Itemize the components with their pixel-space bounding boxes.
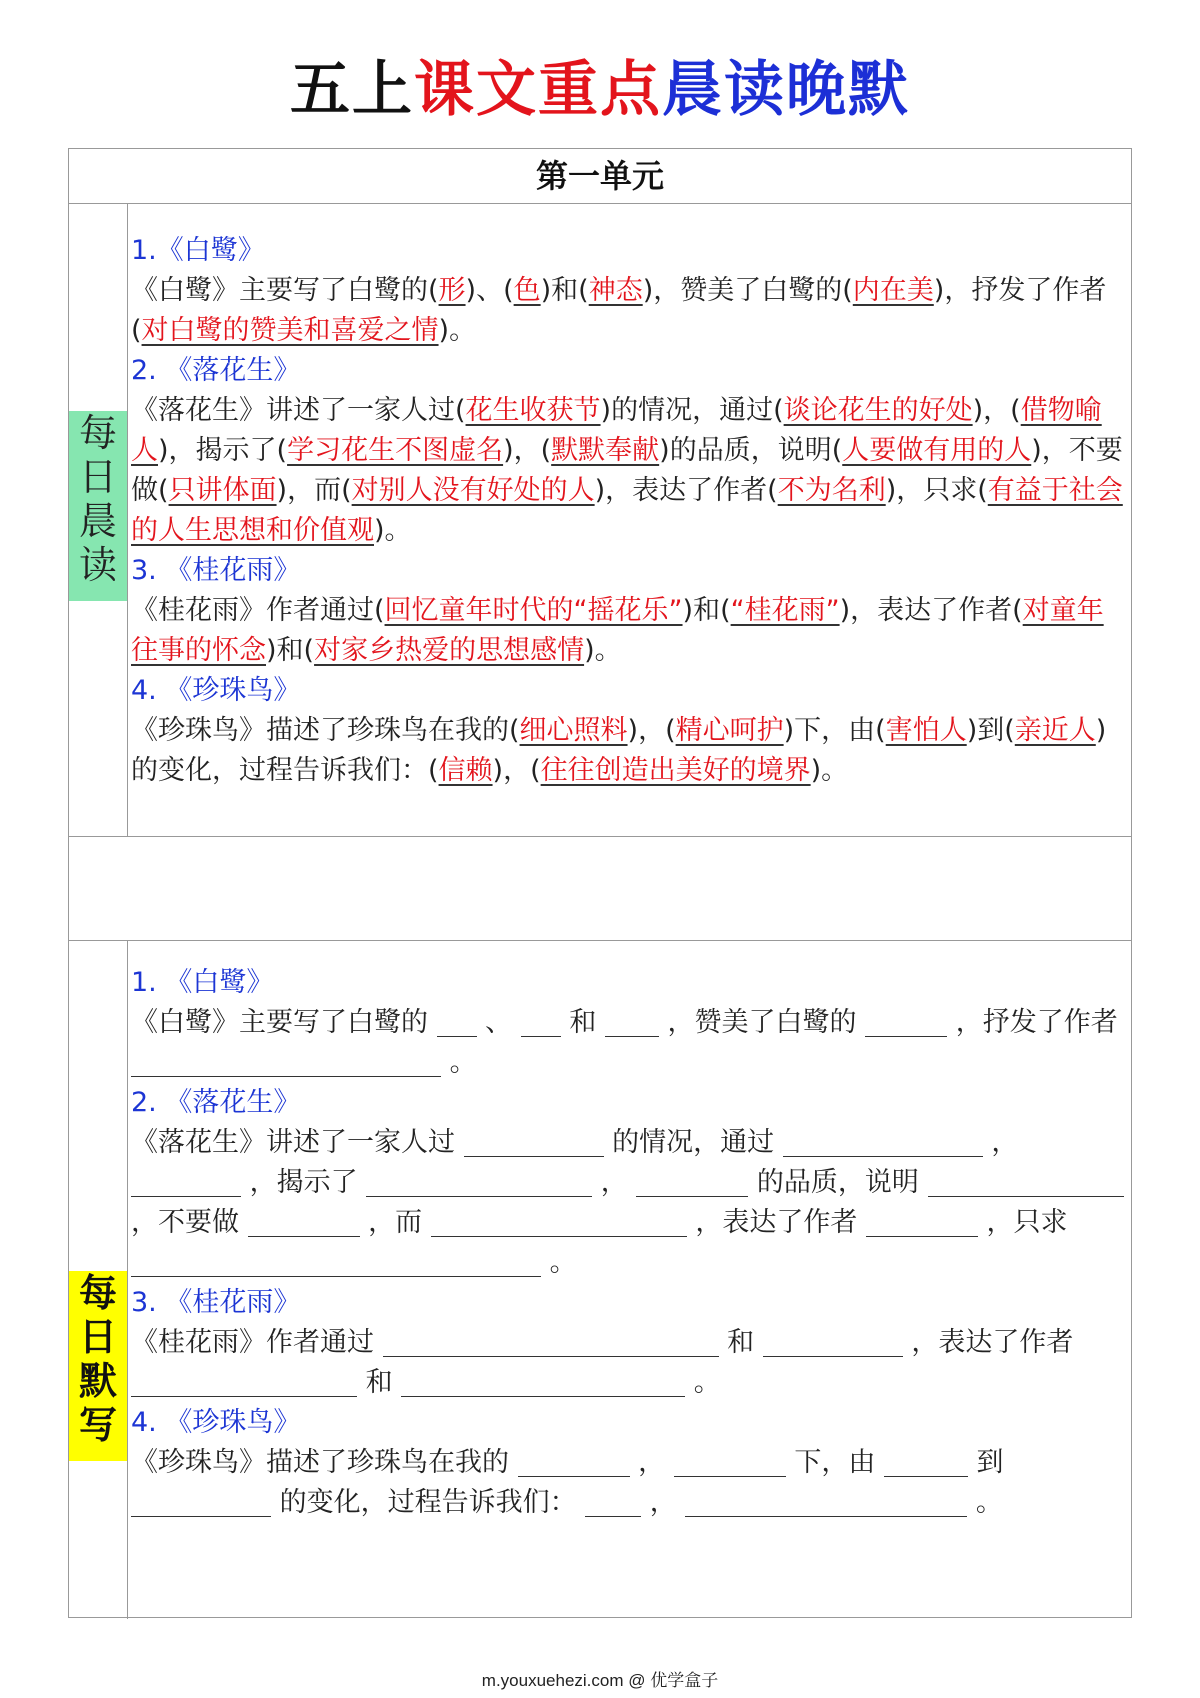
text-segment: 《珍珠鸟》描述了珍珠鸟在我的 [131,1447,518,1478]
text-segment: )到( [966,715,1015,746]
text-segment: 和 [718,1327,763,1358]
lesson-summary [131,591,1125,671]
text-segment: ，揭示了 [241,1167,367,1198]
text-segment: )，( [492,755,541,786]
text-segment: )，( [972,395,1021,426]
fill-in-blank[interactable] [366,1166,592,1197]
spacer-row [69,837,1131,941]
lesson-heading [131,231,1125,271]
fill-in-blank[interactable] [401,1366,685,1397]
text-segment: )和( [266,635,315,666]
answer-key: 色 [513,275,541,306]
label-char: 读 [78,543,117,587]
fill-in-blank[interactable] [865,1006,947,1037]
lesson-title: 4. 《珍珠鸟》 [131,1407,301,1438]
answer-key: 人要做有用的人 [842,435,1032,466]
text-segment: )，( [627,715,676,746]
fill-in-blank[interactable] [131,1246,541,1277]
label-char: 日 [78,1314,117,1359]
text-segment: ，而 [359,1207,431,1238]
text-segment: )，抒发了作者( [131,275,1107,346]
evening-dictation-content [131,963,1125,1523]
lesson-title: 2. 《落花生》 [131,355,301,386]
side-divider [127,941,128,1619]
morning-reading-content [131,231,1125,791]
morning-reading-label [69,411,127,601]
lesson-summary [131,271,1125,351]
text-segment: 《桂花雨》作者通过 [131,1327,383,1358]
text-segment: )，不要做( [131,435,1123,506]
text-segment: )，而( [276,475,352,506]
answer-key: 内在美 [852,275,934,306]
text-segment: )，只求( [885,475,988,506]
answer-key: 有益于社会的人生思想和价值观 [131,475,1123,546]
text-segment: )，赞美了白鹭的( [642,275,853,306]
text-segment: 《落花生》讲述了一家人过( [131,395,466,426]
text-segment: 的情况，通过 [603,1127,783,1158]
text-segment: ，表达了作者 [686,1207,866,1238]
morning-reading-section [69,203,1131,837]
text-segment: 下，由 [785,1447,884,1478]
text-segment: )，( [503,435,552,466]
title-topic: 课文重点 [414,55,662,125]
lesson-title: 1.《白鹭》 [131,235,265,266]
answer-key: 不为名利 [777,475,886,506]
lesson-title: 3. 《桂花雨》 [131,555,301,586]
fill-in-blank[interactable] [674,1446,786,1477]
fill-in-blank[interactable] [131,1166,241,1197]
lesson-title: 4. 《珍珠鸟》 [131,675,301,706]
evening-dictation-label [69,1271,127,1461]
text-segment: )。 [810,755,849,786]
text-segment: )和( [682,595,731,626]
page-title [0,50,1200,130]
lesson-heading [131,671,1125,711]
text-segment: 《落花生》讲述了一家人过 [131,1127,464,1158]
text-segment: 。 [441,1047,477,1078]
unit-heading: 第一单元 [69,149,1131,204]
fill-in-blank[interactable] [605,1006,659,1037]
lesson-heading [131,1403,1125,1443]
lesson-heading [131,351,1125,391]
lesson-summary [131,1123,1125,1283]
text-segment: 《桂花雨》作者通过( [131,595,385,626]
answer-key: 信赖 [438,755,493,786]
lesson-summary [131,711,1125,791]
evening-dictation-section [69,941,1131,1619]
text-segment: 的变化，过程告诉我们： [271,1487,586,1518]
text-segment: ，赞美了白鹭的 [658,1007,866,1038]
label-char: 日 [78,455,117,499]
answer-key: 只讲体面 [168,475,277,506]
fill-in-blank[interactable] [248,1206,360,1237]
fill-in-blank[interactable] [685,1486,967,1517]
label-char: 默 [78,1358,117,1403]
text-segment: ， [592,1167,637,1198]
answer-key: 亲近人 [1014,715,1096,746]
text-segment: )，表达了作者( [594,475,778,506]
answer-key: 花生收获节 [465,395,601,426]
lesson-heading [131,551,1125,591]
text-segment: ，表达了作者 [902,1327,1074,1358]
lesson-summary [131,1323,1125,1403]
text-segment: ， [982,1127,1019,1158]
fill-in-blank[interactable] [437,1006,477,1037]
fill-in-blank[interactable] [518,1446,630,1477]
fill-in-blank[interactable] [383,1326,719,1357]
fill-in-blank[interactable] [884,1446,968,1477]
worksheet-table [68,148,1132,1618]
lesson-summary [131,1443,1125,1523]
fill-in-blank[interactable] [585,1486,641,1517]
answer-key: 神态 [588,275,643,306]
text-segment: )。 [438,315,477,346]
label-char: 晨 [78,499,117,543]
text-segment: 到 [967,1447,1004,1478]
title-method: 晨读晚默 [662,55,910,125]
text-segment: ，抒发了作者 [947,1007,1118,1038]
text-segment: )和( [540,275,589,306]
answer-key: 谈论花生的好处 [783,395,973,426]
text-segment: )。 [374,515,412,546]
fill-in-blank[interactable] [431,1206,687,1237]
answer-key: 对童年往事的怀念 [131,595,1104,666]
label-char: 写 [78,1402,117,1447]
lesson-title: 2. 《落花生》 [131,1087,301,1118]
text-segment: 。 [541,1247,577,1278]
lesson-title: 3. 《桂花雨》 [131,1287,301,1318]
text-segment: )下，由( [783,715,886,746]
text-segment: 。 [685,1367,721,1398]
lesson-summary [131,391,1125,551]
fill-in-blank[interactable] [131,1366,357,1397]
fill-in-blank[interactable] [131,1046,441,1077]
answer-key: 精心呵护 [675,715,784,746]
text-segment: ， [641,1487,686,1518]
text-segment: )，表达了作者( [839,595,1023,626]
fill-in-blank[interactable] [636,1166,748,1197]
fill-in-blank[interactable] [866,1206,978,1237]
answer-key: 往往创造出美好的境界 [540,755,811,786]
text-segment: 《白鹭》主要写了白鹭的( [131,275,439,306]
text-segment: 《白鹭》主要写了白鹭的 [131,1007,437,1038]
text-segment: ，不要做 [131,1207,248,1238]
text-segment: )，揭示了( [158,435,288,466]
label-char: 每 [78,1270,117,1315]
text-segment: )。 [584,635,622,666]
answer-key: 学习花生不图虚名 [287,435,504,466]
text-segment: 和 [560,1007,605,1038]
fill-in-blank[interactable] [464,1126,604,1157]
lesson-heading [131,1083,1125,1123]
label-char: 每 [78,411,117,455]
fill-in-blank[interactable] [783,1126,983,1157]
answer-key: 对白鹭的赞美和喜爱之情 [141,315,439,346]
text-segment: )的变化，过程告诉我们：( [131,715,1107,786]
text-segment: 的品质，说明 [748,1167,928,1198]
text-segment: 。 [967,1487,1003,1518]
answer-key: 回忆童年时代的“摇花乐” [384,595,683,626]
text-segment: )的情况，通过( [600,395,784,426]
text-segment: 、 [476,1007,521,1038]
answer-key: 对别人没有好处的人 [351,475,595,506]
lesson-title: 1. 《白鹭》 [131,967,274,998]
text-segment: 和 [357,1367,402,1398]
answer-key: 默默奉献 [551,435,660,466]
answer-key: 形 [438,275,466,306]
title-grade: 五上 [290,55,414,125]
fill-in-blank[interactable] [521,1006,561,1037]
side-divider [127,203,128,836]
fill-in-blank[interactable] [131,1486,271,1517]
answer-key: 害怕人 [885,715,967,746]
fill-in-blank[interactable] [928,1166,1124,1197]
footer-source: m.youxuehezi.com @ 优学盒子 [481,1671,719,1690]
answer-key: 细心照料 [519,715,628,746]
answer-key: “桂花雨” [730,595,840,626]
lesson-summary [131,1003,1125,1083]
text-segment: 《珍珠鸟》描述了珍珠鸟在我的( [131,715,520,746]
fill-in-blank[interactable] [763,1326,903,1357]
lesson-heading [131,1283,1125,1323]
lesson-heading [131,963,1125,1003]
answer-key: 借物喻人 [131,395,1102,466]
text-segment: ，只求 [977,1207,1068,1238]
text-segment: )、( [465,275,514,306]
answer-key: 对家乡热爱的思想感情 [314,635,585,666]
text-segment: ， [629,1447,674,1478]
text-segment: )的品质，说明( [659,435,843,466]
